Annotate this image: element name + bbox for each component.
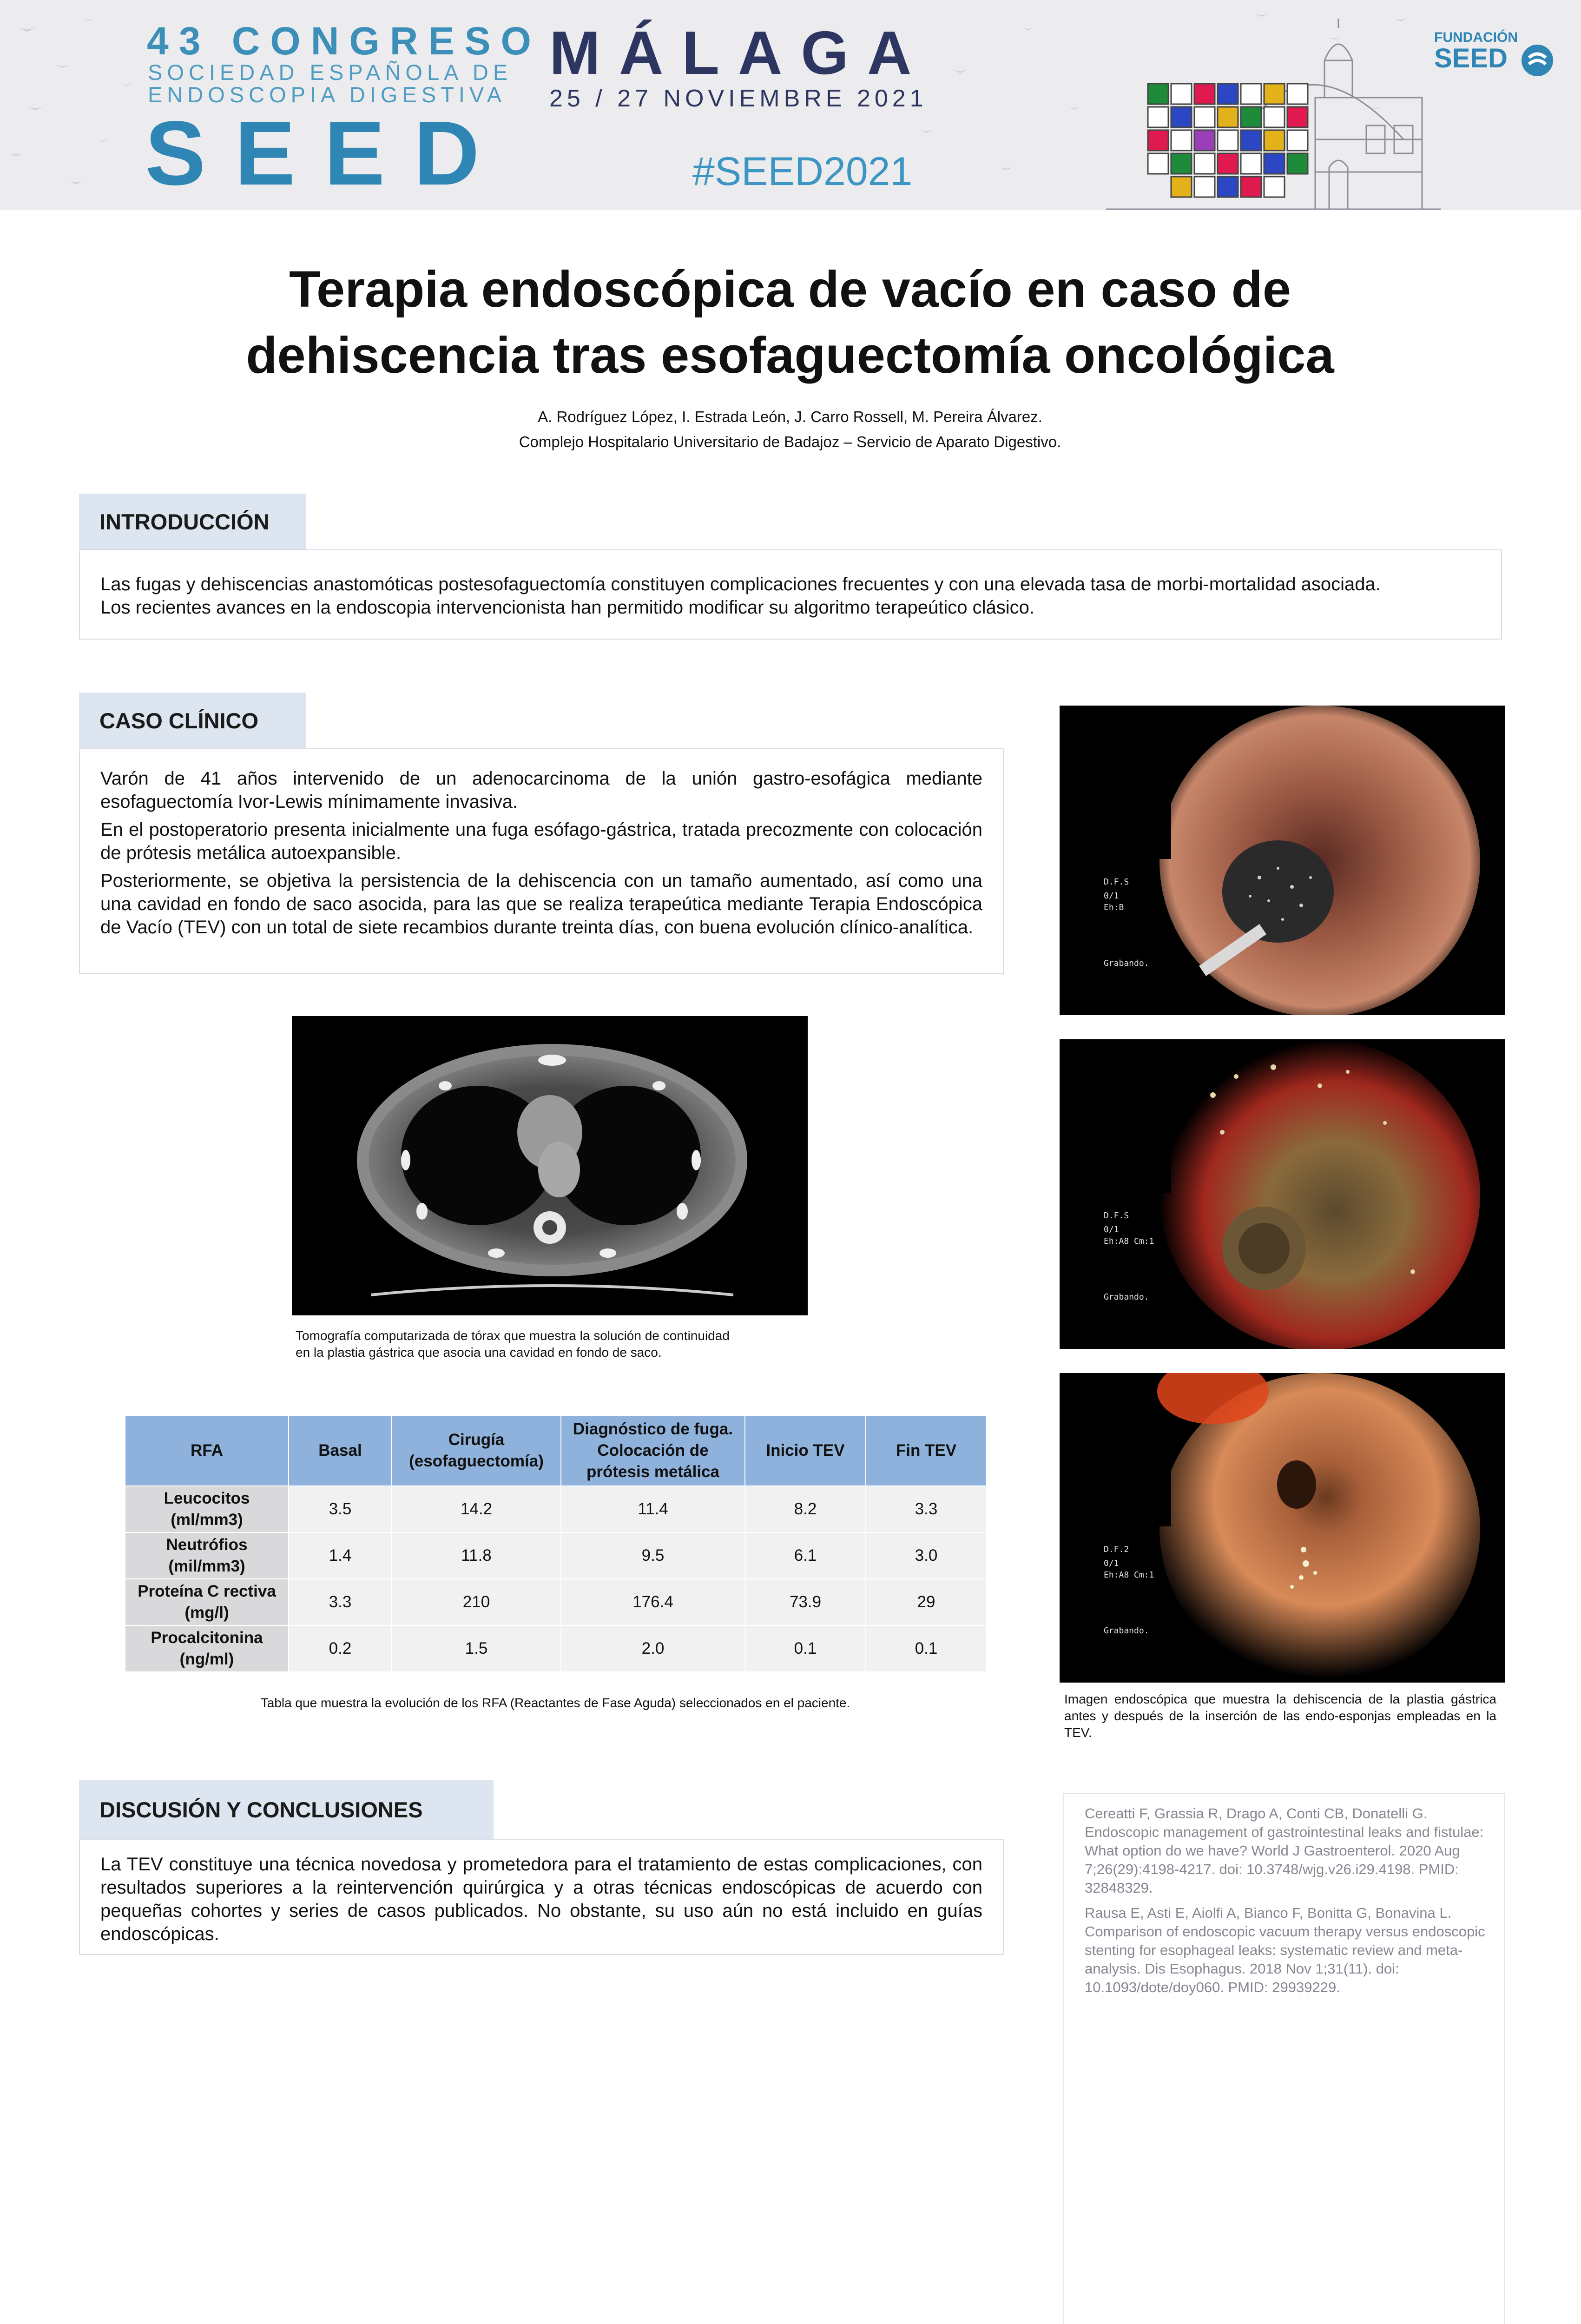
table-cell: 0.1 [745, 1625, 866, 1672]
case-paragraph-3: Posteriormente, se objetiva la persistencia de la dehiscencia con un tamaño aumentado, así como una una cavidad en fondo de saco asocida, para las que se realiza terapeútica mediante Terapia Endoscópica de Vacío (TEV) con un total de siete recambios durante treinta días, con buena evolución clínico-analítica. [100, 871, 982, 938]
table-cell: 11.4 [561, 1486, 745, 1532]
poster-title [139, 257, 1441, 389]
table-cell: 0.2 [289, 1625, 392, 1672]
table-cell: 0.1 [866, 1625, 987, 1672]
table-header-cell: Fin TEV [866, 1415, 987, 1486]
table-cell: 1.5 [392, 1625, 561, 1672]
overlay-text: 0/1 [1104, 1225, 1119, 1235]
endoscopy-drawing-2 [1060, 1039, 1505, 1349]
endoscopy-image-2 [1060, 1039, 1505, 1349]
seed-logo-text: SEED [145, 102, 508, 204]
table-cell: 3.5 [289, 1486, 392, 1532]
ct-caption-line-1: Tomografía computarizada de tórax que muestra la solución de continuidad [296, 1328, 730, 1343]
table-cell: 6.1 [745, 1532, 866, 1579]
reference-1: Cereatti F, Grassia R, Drago A, Conti CB, Donatelli G. Endoscopic management of gastrointestinal leaks and fistulae: What option do we have? World J Gastroenterol. 2020 Aug 7;26(29):4198-4217. doi: 10.3748/wjg.v26.i29.4198. PMID: 32848329. [1085, 1805, 1484, 1896]
overlay-text: Eh:A8 Cm:1 [1104, 1570, 1154, 1580]
foundation-seed-label: SEED [1434, 43, 1508, 73]
ct-caption-line-2: en la plastia gástrica que asocia una cavidad en fondo de saco. [296, 1345, 662, 1360]
endoscopy-drawing-3 [1060, 1373, 1505, 1683]
table-row [125, 1579, 987, 1625]
overlay-text: Eh:B [1104, 903, 1124, 912]
city-name: MÁLAGA [549, 19, 930, 87]
references-box [1063, 1793, 1505, 2324]
table-header-cell: Inicio TEV [745, 1415, 866, 1486]
table-row-label: Proteína C rectiva (mg/l) [125, 1579, 289, 1625]
title-line-2: dehiscencia tras esofaguectomía oncológica [246, 327, 1334, 384]
discussion-box [79, 1839, 1004, 1955]
intro-box [79, 549, 1502, 640]
overlay-text: Eh:A8 Cm:1 [1104, 1236, 1154, 1246]
foundation-logo-icon [1519, 41, 1556, 78]
table-header-row [125, 1415, 987, 1486]
table-row-label: Procalcitonina (ng/ml) [125, 1625, 289, 1672]
congress-hashtag: #SEED2021 [692, 149, 913, 194]
table-cell: 73.9 [745, 1579, 866, 1625]
case-paragraph-2: En el postoperatorio presenta inicialmente una fuga esófago-gástrica, tratada precozmente con colocación de prótesis metálica autoexpansible. [100, 819, 982, 863]
congress-dates: 25 / 27 NOVIEMBRE 2021 [549, 85, 928, 112]
table-row [125, 1486, 987, 1532]
intro-line-2: Los recientes avances en la endoscopia intervencionista han permitido modificar su algoritmo terapeútico clásico. [100, 597, 1034, 618]
title-line-1: Terapia endoscópica de vacío en caso de [289, 261, 1291, 318]
endoscopy-image-3 [1060, 1373, 1505, 1683]
table-header-cell: Diagnóstico de fuga. Colocación de prótesis metálica [561, 1415, 745, 1486]
endoscopy-image-1 [1060, 706, 1505, 1015]
overlay-text: D.F.2 [1104, 1545, 1129, 1554]
malaga-building-illustration [1106, 19, 1441, 210]
discussion-text: La TEV constituye una técnica novedosa y prometedora para el tratamiento de estas complicaciones, con resultados superiores a la reintervención quirúrgica y a otras técnicas endoscópicas de acuerdo con pequeñas cohortes y series de casos publicados. No obstante, su uso aún no está incluido en guías endoscópicas. [100, 1854, 982, 1944]
intro-line-1: Las fugas y dehiscencias anastomóticas postesofaguectomía constituyen complicaciones frecuentes y con una elevada tasa de morbi-mortalidad asociada. [100, 574, 1381, 594]
overlay-text: Grabando. [1104, 958, 1149, 968]
case-paragraph-1: Varón de 41 años intervenido de un adenocarcinoma de la unión gastro-esofágica mediante esofaguectomía Ivor-Lewis mínimamente invasiva. [100, 768, 982, 812]
endoscopy-drawing-1 [1060, 706, 1505, 1015]
table-row-label: Leucocitos (ml/mm3) [125, 1486, 289, 1532]
case-heading: CASO CLÍNICO [79, 693, 306, 748]
table-cell: 1.4 [289, 1532, 392, 1579]
table-cell: 8.2 [745, 1486, 866, 1532]
authors: A. Rodríguez López, I. Estrada León, J. Carro Rossell, M. Pereira Álvarez. [538, 408, 1042, 425]
rfa-table [125, 1415, 987, 1672]
table-cell: 29 [866, 1579, 987, 1625]
table-cell: 3.3 [866, 1486, 987, 1532]
table-header-cell: RFA [125, 1415, 289, 1486]
congress-number: 43 CONGRESO [147, 19, 541, 63]
table-caption: Tabla que muestra la evolución de los RFA (Reactantes de Fase Aguda) seleccionados en el paciente. [260, 1696, 850, 1710]
overlay-text: D.F.S [1104, 877, 1129, 887]
ct-caption [296, 1327, 830, 1361]
foundation-label: FUNDACIÓN [1434, 30, 1518, 45]
society-name-line1: SOCIEDAD ESPAÑOLA DE [148, 60, 513, 85]
table-cell: 176.4 [561, 1579, 745, 1625]
intro-heading: INTRODUCCIÓN [79, 494, 306, 549]
ct-scan-image [292, 1016, 808, 1315]
overlay-text: D.F.S [1104, 1211, 1129, 1221]
table-cell: 3.3 [289, 1579, 392, 1625]
overlay-text: 0/1 [1104, 1558, 1119, 1568]
table-header-cell: Cirugía (esofaguectomía) [392, 1415, 561, 1486]
overlay-text: Grabando. [1104, 1626, 1149, 1636]
table-cell: 210 [392, 1579, 561, 1625]
affiliation: Complejo Hospitalario Universitario de Badajoz – Servicio de Aparato Digestivo. [519, 433, 1061, 450]
table-cell: 9.5 [561, 1532, 745, 1579]
table-row [125, 1532, 987, 1579]
table-cell: 14.2 [392, 1486, 561, 1532]
table-cell: 3.0 [866, 1532, 987, 1579]
congress-header [0, 0, 1581, 210]
table-cell: 2.0 [561, 1625, 745, 1672]
table-header-cell: Basal [289, 1415, 392, 1486]
society-name-line2: ENDOSCOPIA DIGESTIVA [148, 82, 507, 107]
endoscopy-caption: Imagen endoscópica que muestra la dehiscencia de la plastia gástrica antes y después de la inserción de las endo-esponjas empleadas en la TEV. [1064, 1692, 1496, 1740]
overlay-text: 0/1 [1104, 891, 1119, 901]
reference-2: Rausa E, Asti E, Aiolfi A, Bianco F, Bonitta G, Bonavina L. Comparison of endoscopic vacuum therapy versus endoscopic stenting for esophageal leaks: systematic review and meta-analysis. Dis Esophagus. 2018 Nov 1;31(11). doi: 10.1093/dote/doy060. PMID: 29939229. [1085, 1905, 1485, 1995]
table-row-label: Neutrófios (mil/mm3) [125, 1532, 289, 1579]
ct-scan-drawing [292, 1016, 808, 1315]
table-cell: 11.8 [392, 1532, 561, 1579]
discussion-heading: DISCUSIÓN Y CONCLUSIONES [79, 1780, 494, 1839]
case-box [79, 748, 1004, 974]
overlay-text: Grabando. [1104, 1292, 1149, 1302]
table-row [125, 1625, 987, 1672]
